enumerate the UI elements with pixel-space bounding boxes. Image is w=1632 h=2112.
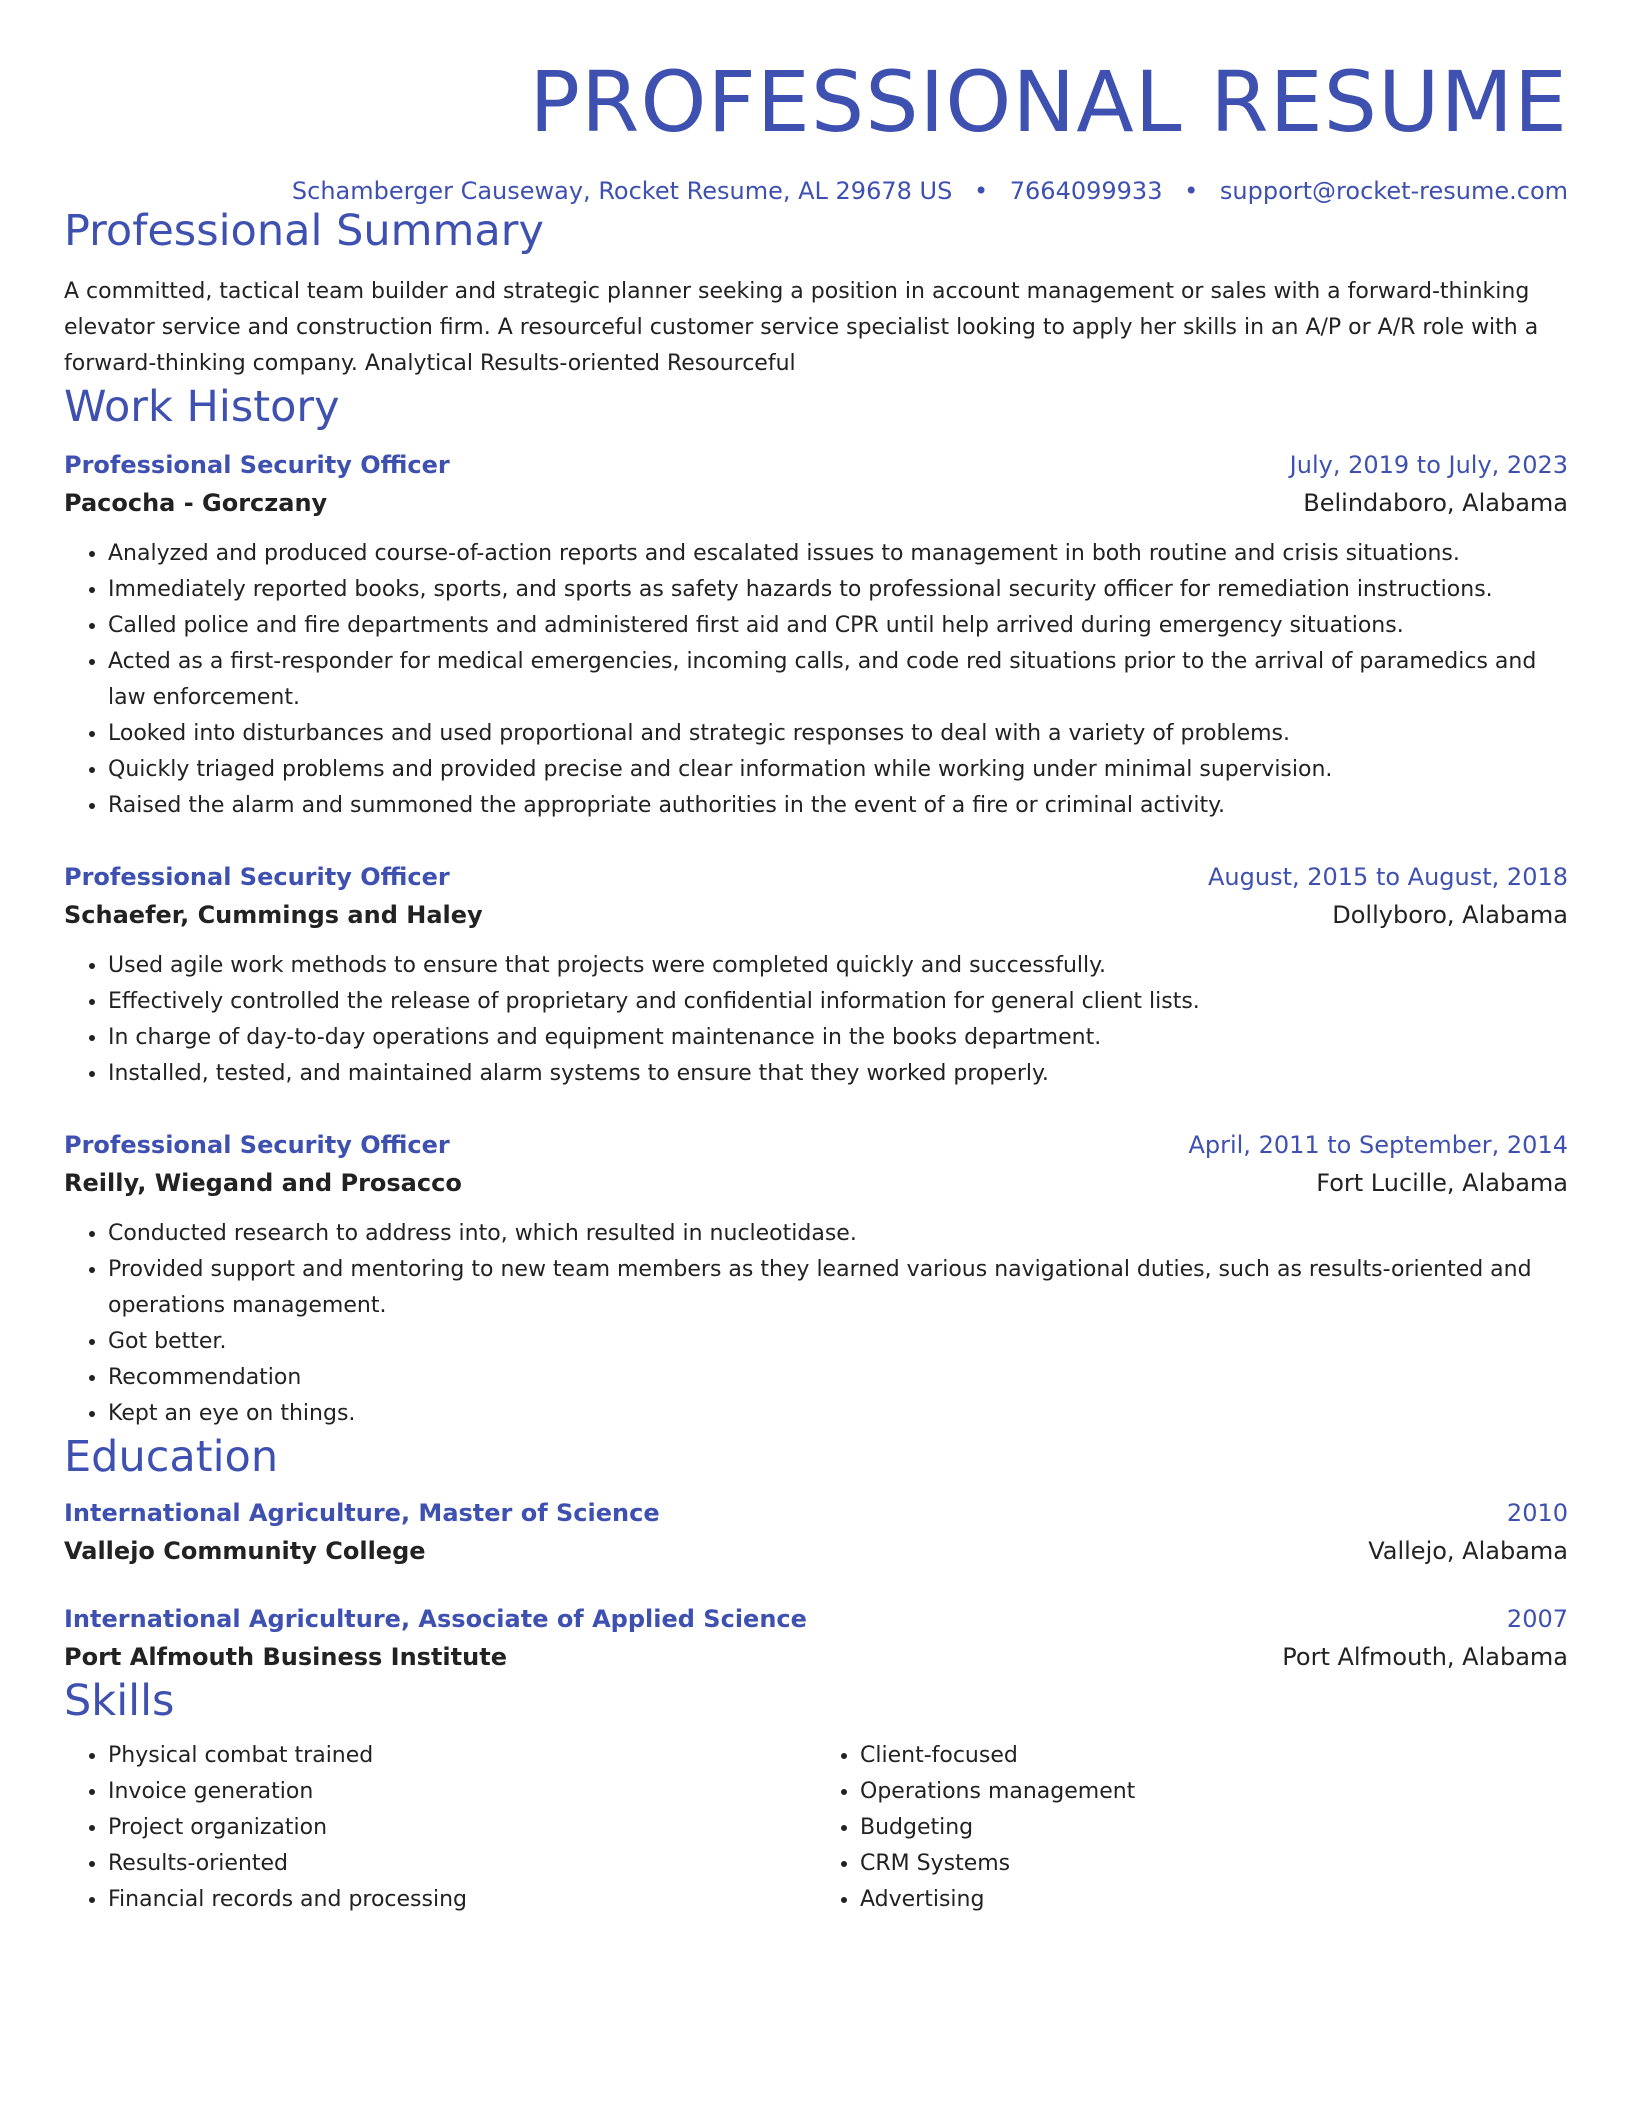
job-bullet: • Installed, tested, and maintained alarm systems to ensure that they worked properly.	[108, 1056, 1568, 1092]
job-bullet: • Effectively controlled the release of proprietary and confidential information for general client lists.	[108, 984, 1568, 1020]
job-bullet: • Raised the alarm and summoned the appropriate authorities in the event of a fire or criminal activity.	[108, 788, 1568, 824]
job-bullet: • Looked into disturbances and used proportional and strategic responses to deal with a variety of problems.	[108, 716, 1568, 752]
job-title: Professional Security Officer	[64, 1131, 450, 1159]
job-entry	[64, 858, 1568, 1092]
job-bullet: • Quickly triaged problems and provided precise and clear information while working under minimal supervision.	[108, 752, 1568, 788]
job-bullets	[64, 948, 1568, 1092]
school-name: Port Alfmouth Business Institute	[64, 1643, 507, 1671]
skill-item: • Advertising	[860, 1882, 1568, 1918]
contact-separator: •	[973, 177, 989, 205]
skill-item: • Client-focused	[860, 1738, 1568, 1774]
skills-section	[64, 1676, 1568, 1918]
summary-text: A committed, tactical team builder and strategic planner seeking a position in account management or sales with a forward-thinking elevator service and construction firm. A resourceful customer service specialist looking to apply her skills in an A/P or A/R role with a forward-thinking company. Analytical Results-oriented Resourceful	[64, 279, 1539, 376]
job-bullet: • Kept an eye on things.	[108, 1396, 1568, 1432]
job-location: Fort Lucille, Alabama	[1316, 1169, 1568, 1197]
skills-heading: Skills	[64, 1676, 175, 1726]
skills-columns	[64, 1738, 1568, 1918]
job-bullet: • Recommendation	[108, 1360, 1568, 1396]
job-entry	[64, 446, 1568, 824]
job-bullet: • Provided support and mentoring to new team members as they learned various navigational duties, such as results-oriented and operations management.	[108, 1252, 1568, 1324]
contact-email: support@rocket-resume.com	[1219, 177, 1568, 205]
job-bullets	[64, 536, 1568, 824]
job-title: Professional Security Officer	[64, 451, 450, 479]
graduation-year: 2007	[1506, 1605, 1568, 1633]
education-entry	[64, 1600, 1568, 1676]
skill-item: • Physical combat trained	[108, 1738, 816, 1774]
work-history-heading: Work History	[64, 382, 340, 432]
job-bullet: • Analyzed and produced course-of-action reports and escalated issues to management in both routine and crisis situations.	[108, 536, 1568, 572]
education-heading: Education	[64, 1432, 279, 1482]
job-location: Dollyboro, Alabama	[1332, 901, 1568, 929]
contact-phone: 7664099933	[1009, 177, 1163, 205]
job-title: Professional Security Officer	[64, 863, 450, 891]
skill-item: • CRM Systems	[860, 1846, 1568, 1882]
resume-title: PROFESSIONAL RESUME	[529, 53, 1568, 151]
skill-item: • Operations management	[860, 1774, 1568, 1810]
contact-separator: •	[1184, 177, 1199, 205]
graduation-year: 2010	[1506, 1499, 1568, 1527]
resume-header	[64, 0, 1568, 206]
work-history-section	[64, 382, 1568, 1432]
job-dates: July, 2019 to July, 2023	[1289, 451, 1568, 479]
school-name: Vallejo Community College	[64, 1537, 426, 1565]
job-bullet: • Got better.	[108, 1324, 1568, 1360]
contact-address: Schamberger Causeway, Rocket Resume, AL 29678 US	[291, 177, 953, 205]
job-bullet: • Immediately reported books, sports, and sports as safety hazards to professional security officer for remediation instructions.	[108, 572, 1568, 608]
job-dates: April, 2011 to September, 2014	[1188, 1131, 1568, 1159]
skills-list-left	[64, 1738, 816, 1918]
job-company: Reilly, Wiegand and Prosacco	[64, 1169, 462, 1197]
contact-line	[64, 176, 1568, 206]
skill-item: • Invoice generation	[108, 1774, 816, 1810]
job-company: Pacocha - Gorczany	[64, 489, 328, 517]
job-bullet: • Used agile work methods to ensure that projects were completed quickly and successfully.	[108, 948, 1568, 984]
summary-section	[64, 206, 1568, 382]
skills-list-right	[816, 1738, 1568, 1918]
education-section	[64, 1432, 1568, 1676]
skill-item: • Results-oriented	[108, 1846, 816, 1882]
skill-item: • Financial records and processing	[108, 1882, 816, 1918]
skill-item: • Budgeting	[860, 1810, 1568, 1846]
job-bullet: • In charge of day-to-day operations and equipment maintenance in the books department.	[108, 1020, 1568, 1056]
job-dates: August, 2015 to August, 2018	[1208, 863, 1568, 891]
job-entry	[64, 1126, 1568, 1432]
degree: International Agriculture, Associate of Applied Science	[64, 1605, 807, 1633]
job-location: Belindaboro, Alabama	[1303, 489, 1568, 517]
skill-item: • Project organization	[108, 1810, 816, 1846]
degree: International Agriculture, Master of Science	[64, 1499, 660, 1527]
education-entry	[64, 1494, 1568, 1570]
job-bullet: • Called police and fire departments and administered first aid and CPR until help arrived during emergency situations.	[108, 608, 1568, 644]
summary-heading: Professional Summary	[64, 206, 544, 256]
school-location: Port Alfmouth, Alabama	[1282, 1643, 1568, 1671]
job-bullet: • Conducted research to address into, which resulted in nucleotidase.	[108, 1216, 1568, 1252]
job-company: Schaefer, Cummings and Haley	[64, 901, 483, 929]
job-bullet: • Acted as a first-responder for medical emergencies, incoming calls, and code red situations prior to the arrival of paramedics and law enforcement.	[108, 644, 1568, 716]
job-bullets	[64, 1216, 1568, 1432]
school-location: Vallejo, Alabama	[1368, 1537, 1568, 1565]
